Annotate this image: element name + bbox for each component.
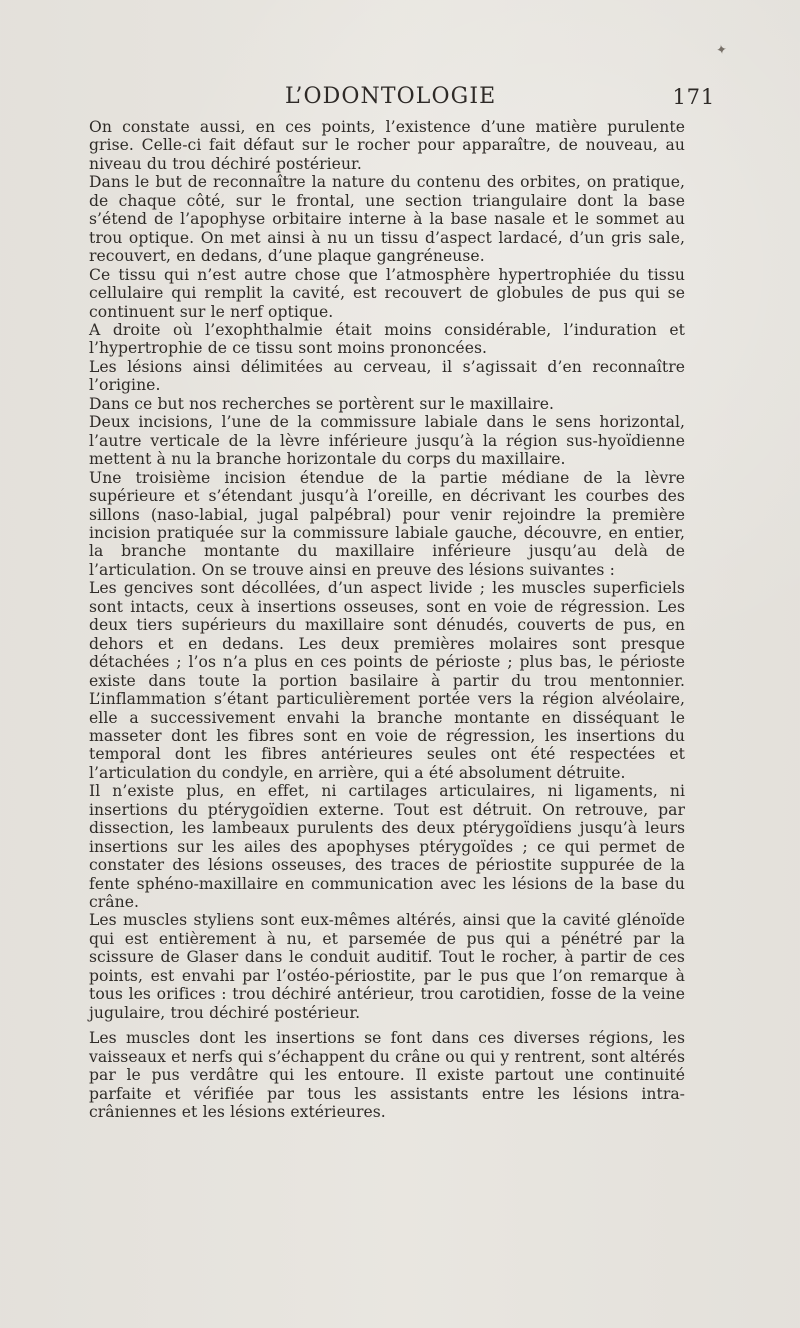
paragraph-2: Dans le but de reconnaître la nature du contenu des orbites, on pratique, de chaque côté, sur le frontal, une section triangulaire dont la base s’étend de l’apophyse orbitaire interne à la base nasale et le sommet au trou optique. On met ainsi à nu un tissu d’aspect lardacé, d’un gris sale, recouvert, en dedans, d’une plaque gangréneuse. (89, 173, 685, 266)
paragraph-6: Dans ce but nos recherches se portèrent sur le maxillaire. (89, 394, 555, 413)
paragraph-9: Les gencives sont décollées, d’un aspect livide ; les muscles superficiels sont intacts, ceux à insertions osseuses, sont en voie de régression. Les deux tiers supérieurs du maxillaire sont dénudés, couverts de pus, en dehors et en dedans. Les deux premières molaires sont presque détachées ; l’os n’a plus en ces points de périoste ; plus bas, le périoste existe dans toute la portion basilaire à partir du trou mentonnier. L’inflammation s’étant particulièrement portée vers la région alvéolaire, elle a successivement envahi la branche montante en disséquant le masseter dont les fibres sont en voie de régression, les insertions du temporal dont les fibres antérieures seules ont été respectées et l’articulation du condyle, en arrière, qui a été absolument détruite. (89, 579, 685, 782)
paragraph-10: Il n’existe plus, en effet, ni cartilages articulaires, ni ligaments, ni insertions du ptérygoïdien externe. Tout est détruit. On retrouve, par dissection, les lambeaux purulents des deux ptérygoïdiens jusqu’à leurs insertions sur les ailes des apophyses ptérygoïdes ; ce qui permet de constater des lésions osseuses, des traces de périostite suppurée de la fente sphéno-maxillaire en communication avec les lésions de la base du crâne. (89, 782, 685, 912)
running-title: L’ODONTOLOGIE (285, 84, 497, 109)
paragraph-spacer (89, 1022, 685, 1029)
paragraph-11: Les muscles styliens sont eux-mêmes altérés, ainsi que la cavité glénoïde qui est entièrement à nu, et parsemée de pus qui a pénétré par la scissure de Glaser dans le conduit auditif. Tout le rocher, à partir de ces points, est envahi par l’ostéo-périostite, par le pus que l’on remarque à tous les orifices : trou déchiré antérieur, trou carotidien, fosse de la veine jugulaire, trou déchiré postérieur. (89, 911, 685, 1022)
paragraph-4: A droite où l’exophthalmie était moins considérable, l’induration et l’hypertrophie de ce tissu sont moins prononcées. (89, 320, 685, 358)
paragraph-7: Deux incisions, l’une de la commissure labiale dans le sens horizontal, l’autre verticale de la lèvre inférieure jusqu’à la région sus-hyoïdienne mettent à nu la branche horizontale du corps du maxillaire. (89, 413, 685, 469)
body-text (89, 118, 685, 1121)
paragraph-12: Les muscles dont les insertions se font dans ces diverses régions, les vaisseaux et nerfs qui s’échappent du crâne ou qui y rentrent, sont altérés par le pus verdâtre qui les entoure. Il existe partout une continuité parfaite et vérifiée par tous les assistants entre les lésions intra-crâniennes et les lésions extérieures. (89, 1029, 686, 1122)
page-number: 171 (672, 85, 715, 109)
corner-mark-icon: ✦ (715, 42, 729, 59)
page-header (285, 84, 715, 112)
paragraph-5: Les lésions ainsi délimitées au cerveau, il s’agissait d’en reconnaître l’origine. (89, 357, 685, 395)
paragraph-8: Une troisième incision étendue de la partie médiane de la lèvre supérieure et s’étendant jusqu’à l’oreille, en décrivant les courbes des sillons (naso-labial, jugal palpébral) pour venir rejoindre la première incision pratiquée sur la commissure labiale gauche, découvre, en entier, la branche montante du maxillaire inférieure jusqu’au delà de l’articulation. On se trouve ainsi en preuve des lésions suivantes : (89, 468, 685, 579)
paragraph-3: Ce tissu qui n’est autre chose que l’atmosphère hypertrophiée du tissu cellulaire qui remplit la cavité, est recouvert de globules de pus qui se continuent sur le nerf optique. (89, 265, 685, 321)
paragraph-1: On constate aussi, en ces points, l’existence d’une matière purulente grise. Celle-ci fait défaut sur le rocher pour apparaître, de nouveau, au niveau du trou déchiré postérieur. (89, 118, 685, 173)
